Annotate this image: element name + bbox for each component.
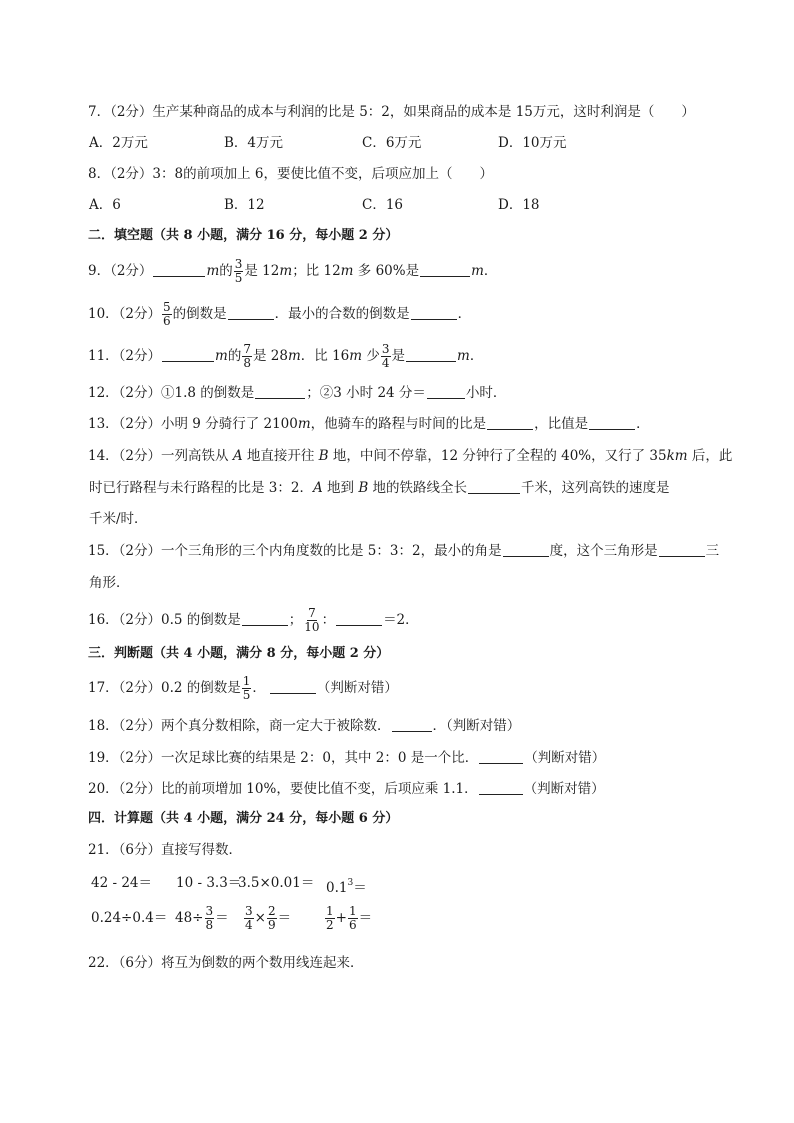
q10-mid2: ．最小的合数的倒数是 <box>274 306 410 322</box>
calc-item-6 <box>175 902 229 934</box>
question-15-line-1 <box>88 541 719 561</box>
q14-l1b: 地直接开往 <box>242 448 319 464</box>
q11-frac-num: 7 <box>243 342 251 356</box>
calc-7-den-2: 9 <box>267 918 276 932</box>
q7-option-d: D．10万元 <box>498 135 567 151</box>
q11-de: 的 <box>227 348 242 364</box>
question-22 <box>88 953 364 973</box>
q10-blank-1[interactable] <box>228 305 274 320</box>
q11-blank-2[interactable] <box>406 347 456 362</box>
q8-option-b: B．12 <box>224 197 265 213</box>
q13-part1: 13．（2分）小明 9 分骑行了 2100 <box>88 416 298 432</box>
q17-part3: （判断对错） <box>316 680 398 696</box>
calc-6-eq: ＝ <box>215 910 229 926</box>
q13-blank-2[interactable] <box>589 415 635 430</box>
calc-item-4 <box>326 873 367 898</box>
question-7 <box>88 102 695 122</box>
calc-8-num-1: 1 <box>326 904 334 918</box>
calc-8-fraction-1 <box>325 905 335 932</box>
q19-part1: 19．（2分）一次足球比赛的结果是 2：0，其中 2：0 是一个比． <box>88 750 479 766</box>
q13-blank-1[interactable] <box>487 415 533 430</box>
q16-part3: ： <box>321 612 336 628</box>
question-9 <box>88 256 497 286</box>
calc-7-fraction-1 <box>244 905 254 932</box>
q11-frac-den: 8 <box>243 356 251 370</box>
calc-7-num-2: 2 <box>267 904 276 918</box>
q10-mid: 的倒数是 <box>172 306 227 322</box>
calc-8-den-1: 2 <box>326 918 334 932</box>
q14-km: km <box>666 448 688 464</box>
calc-item-3: 3.5×0.01＝ <box>238 875 315 891</box>
calc-item-5: 0.24÷0.4＝ <box>91 910 168 926</box>
q10-end: ． <box>457 306 472 322</box>
calc-4-exponent: 3 <box>347 878 354 888</box>
calc-8-den-2: 6 <box>348 918 357 932</box>
q20-part2: （判断对错） <box>523 781 605 797</box>
calc-item-7 <box>243 902 291 934</box>
q15-l1a: 15．（2分）一个三角形的三个内角度数的比是 5：3：2，最小的角是 <box>88 543 502 559</box>
q10-frac-den: 6 <box>163 314 171 328</box>
q9-prefix: 9．（2分） <box>88 263 153 279</box>
calc-6-pre: 48÷ <box>175 910 204 926</box>
q16-frac-num: 7 <box>308 606 316 620</box>
calc-6-num: 3 <box>205 904 214 918</box>
q22-text: 22．（6分）将互为倒数的两个数用线连起来． <box>88 955 364 971</box>
q16-part2: ； <box>288 612 303 628</box>
q18-blank[interactable] <box>392 717 432 732</box>
question-21 <box>88 840 242 860</box>
q14-l3: 千米/时． <box>89 511 148 527</box>
calc-8-num-2: 1 <box>348 904 357 918</box>
q12-part3: 小时． <box>465 385 507 401</box>
q16-blank-2[interactable] <box>336 611 382 626</box>
q8-option-c: C．16 <box>362 197 404 213</box>
q9-fraction <box>234 258 244 285</box>
q17-part1: 17．（2分）0.2 的倒数是 <box>88 680 241 696</box>
q7-option-a: A．2万元 <box>89 135 148 151</box>
calc-4-eq: ＝ <box>353 880 367 896</box>
q17-part2: ． <box>252 680 266 696</box>
question-17 <box>88 673 398 703</box>
q19-blank[interactable] <box>479 749 523 764</box>
q15-blank-2[interactable] <box>659 542 705 557</box>
q11-prefix: 11．（2分） <box>88 348 162 364</box>
calc-8-fraction-2 <box>348 905 358 932</box>
q17-fraction <box>242 675 252 702</box>
q9-blank-2[interactable] <box>420 262 470 277</box>
q10-frac-num: 5 <box>163 300 171 314</box>
q11-unit-4: m <box>457 348 470 364</box>
question-10 <box>88 299 471 329</box>
q14-point-a-2: A <box>312 480 323 496</box>
q8-option-d: D．18 <box>498 197 540 213</box>
q14-l2b: 地到 <box>322 480 359 496</box>
q14-l2c: 地的铁路线全长 <box>368 480 468 496</box>
question-15-line-2 <box>89 573 130 593</box>
q14-l2d: 千米，这列高铁的速度是 <box>521 480 670 496</box>
question-16 <box>88 605 419 635</box>
q13-unit: m <box>297 416 311 432</box>
q9-frac-num: 3 <box>234 257 243 271</box>
q17-blank[interactable] <box>270 679 316 694</box>
q11-unit-3: m <box>349 348 363 364</box>
question-8-text: 8．（2分）3：8的前项加上 6，要使比值不变，后项应加上（ ） <box>88 166 493 182</box>
q13-part2: ，他骑车的路程与时间的比是 <box>310 416 487 432</box>
calc-7-op: × <box>254 910 266 926</box>
q9-unit-3: m <box>340 263 354 279</box>
question-8 <box>88 164 493 184</box>
question-7-text: 7．（2分）生产某种商品的成本与利润的比是 5：2，如果商品的成本是 15万元，这时利润是（ ） <box>88 104 695 120</box>
q11-mid2: ．比 16 <box>300 348 350 364</box>
section-heading-calculation: 四．计算题（共 4 小题，满分 24 分，每小题 6 分） <box>88 811 399 826</box>
q11-unit-2: m <box>287 348 301 364</box>
q10-fraction <box>162 301 172 328</box>
q9-mid: 是 12 <box>244 263 280 279</box>
q11-mid3: 少 <box>362 348 380 364</box>
q14-l2a: 时已行路程与未行路程的比是 3：2． <box>89 480 313 496</box>
q11-unit: m <box>215 348 228 364</box>
calc-item-2: 10 - 3.3＝ <box>176 875 242 891</box>
question-14-line-3 <box>89 509 148 529</box>
q14-blank-1[interactable] <box>468 479 520 494</box>
q10-blank-2[interactable] <box>411 305 457 320</box>
q18-part1: 18．（2分）两个真分数相除，商一定大于被除数． <box>88 718 391 734</box>
q15-blank-1[interactable] <box>503 542 549 557</box>
q11-frac2-den: 4 <box>381 356 390 370</box>
question-14-line-1 <box>88 446 732 466</box>
q11-end: ． <box>469 348 484 364</box>
q14-l1d: 后，此 <box>687 448 733 464</box>
q13-part3: ，比值是 <box>534 416 589 432</box>
calc-7-eq: ＝ <box>277 910 292 926</box>
q20-blank[interactable] <box>479 780 523 795</box>
q7-option-b: B．4万元 <box>224 135 284 151</box>
q16-frac-den: 10 <box>304 620 320 634</box>
q15-l1c: 三 <box>705 543 720 559</box>
q14-point-b: B <box>318 448 329 464</box>
q16-part1: 16．（2分）0.5 的倒数是 <box>88 612 241 628</box>
q17-frac-num: 1 <box>242 674 251 688</box>
q11-blank-1[interactable] <box>162 347 214 362</box>
calc-item-8 <box>324 902 372 934</box>
q9-mid2: ；比 12 <box>292 263 341 279</box>
question-12 <box>88 383 506 403</box>
calc-6-fraction <box>205 905 215 932</box>
q15-l1b: 度，这个三角形是 <box>549 543 658 559</box>
calc-6-den: 8 <box>205 918 214 932</box>
q16-part4: ＝2． <box>383 612 419 628</box>
q19-part2: （判断对错） <box>524 750 606 766</box>
q12-part2: ；②3 小时 24 分＝ <box>306 385 426 401</box>
q9-blank-1[interactable] <box>153 262 205 277</box>
calc-7-fraction-2 <box>267 905 277 932</box>
q10-prefix: 10．（2分） <box>88 306 162 322</box>
q9-end: ． <box>483 263 498 279</box>
q11-mid: 是 28 <box>252 348 288 364</box>
q11-fraction-1 <box>242 343 252 370</box>
question-19 <box>88 748 605 768</box>
q9-de: 的 <box>219 263 233 279</box>
calc-8-eq: ＝ <box>358 910 373 926</box>
question-11 <box>88 341 483 371</box>
q13-end: ． <box>636 416 650 432</box>
section-heading-fill-in: 二．填空题（共 8 小题，满分 16 分，每小题 2 分） <box>88 228 399 243</box>
q16-fraction <box>303 607 320 634</box>
q9-unit-4: m <box>471 263 484 279</box>
q9-mid3: 多 60%是 <box>353 263 420 279</box>
q12-blank-2[interactable] <box>427 384 465 399</box>
q14-l1c: 地，中间不停靠，12 分钟行了全程的 40%，又行了 35 <box>328 448 667 464</box>
q11-frac2-num: 3 <box>381 342 390 356</box>
q14-point-a: A <box>232 448 243 464</box>
section-heading-judgement: 三．判断题（共 4 小题，满分 8 分，每小题 2 分） <box>88 646 390 661</box>
question-14-line-2 <box>89 478 670 498</box>
q21-text: 21．（6分）直接写得数． <box>88 842 243 858</box>
q20-part1: 20．（2分）比的前项增加 10%，要使比值不变，后项应乘 1.1． <box>88 781 478 797</box>
question-13 <box>88 414 650 434</box>
calc-7-num-1: 3 <box>245 904 253 918</box>
q8-option-a: A．6 <box>89 197 121 213</box>
question-18 <box>88 716 520 736</box>
q18-part2: ．（判断对错） <box>432 718 521 734</box>
q14-l1a: 14．（2分）一列高铁从 <box>88 448 233 464</box>
q11-mid4: 是 <box>391 348 406 364</box>
question-20 <box>88 779 605 799</box>
q11-fraction-2 <box>381 343 391 370</box>
q9-unit-2: m <box>279 263 293 279</box>
calc-7-den-1: 4 <box>245 918 253 932</box>
q9-frac-den: 5 <box>234 271 243 285</box>
q12-part1: 12．（2分）①1.8 的倒数是 <box>88 385 255 401</box>
calc-item-1: 42 - 24＝ <box>91 875 153 891</box>
calc-4-base: 0.1 <box>326 880 348 896</box>
q7-option-c: C．6万元 <box>362 135 422 151</box>
q9-unit: m <box>206 263 220 279</box>
q17-frac-den: 5 <box>242 688 251 702</box>
calc-8-op: + <box>335 910 347 926</box>
q15-l2: 角形． <box>89 575 130 591</box>
q12-blank-1[interactable] <box>255 384 305 399</box>
q16-blank-1[interactable] <box>242 611 288 626</box>
q14-point-b-2: B <box>358 480 369 496</box>
